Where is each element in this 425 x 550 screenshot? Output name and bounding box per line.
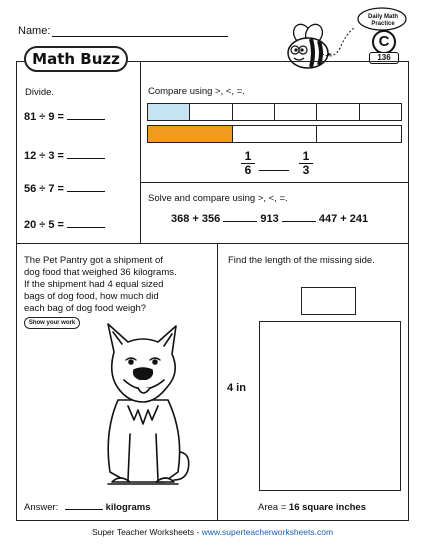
bar-segment	[233, 104, 275, 120]
fraction-denominator: 3	[302, 163, 310, 177]
name-field-line[interactable]	[52, 36, 228, 37]
bar-segment	[360, 104, 401, 120]
compare-blank-1[interactable]	[223, 221, 257, 222]
footer	[0, 527, 425, 537]
worksheet-number-badge: 136	[369, 52, 399, 64]
answer-unit: kilograms	[105, 502, 151, 513]
answer-label: Answer:	[24, 502, 59, 513]
fraction-numerator: 1	[299, 150, 313, 164]
name-label: Name:	[18, 25, 51, 37]
level-letter-badge: C	[372, 30, 396, 54]
divide-problem-text: 56 ÷ 7 =	[24, 183, 64, 195]
compare-sums-problem	[171, 213, 368, 225]
dog-illustration-icon	[88, 322, 198, 494]
area-label-row	[258, 502, 366, 514]
divider-middle	[17, 243, 408, 244]
sum-right: 447 + 241	[318, 213, 369, 225]
bar-segment	[190, 104, 232, 120]
word-problem-line: The Pet Pantry got a shipment of	[24, 255, 163, 266]
word-problem-line: If the shipment had 4 equal sized	[24, 279, 164, 290]
divider-bottom	[217, 243, 218, 520]
divide-problem-text: 81 ÷ 9 =	[24, 111, 64, 123]
sum-left: 368 + 356	[171, 213, 221, 225]
fraction-bar-sixths	[147, 103, 402, 121]
compare-blank-2[interactable]	[282, 221, 316, 222]
fraction-bar-thirds	[147, 125, 402, 143]
divide-problem-3	[24, 183, 105, 195]
divide-instruction: Divide.	[25, 87, 55, 98]
rectangle-shape	[259, 321, 401, 491]
footer-link[interactable]: www.superteacherworksheets.com	[201, 527, 334, 537]
divide-problem-1	[24, 111, 105, 123]
compare-fractions-blank[interactable]	[259, 170, 289, 171]
area-value: 16 square inches	[288, 502, 367, 513]
divider-right-middle	[140, 182, 408, 183]
word-problem-line: dog food that weighed 36 kilograms.	[24, 267, 177, 278]
answer-blank[interactable]	[67, 158, 105, 159]
answer-blank[interactable]	[65, 509, 103, 510]
page-title: Math Buzz	[24, 46, 128, 72]
word-problem-text	[24, 255, 214, 315]
word-problem-line: each bag of dog food weigh?	[24, 303, 147, 314]
bar-segment	[317, 104, 359, 120]
divide-problem-2	[24, 150, 105, 162]
footer-site-name: Super Teacher Worksheets -	[91, 527, 202, 537]
fraction-numerator: 1	[241, 150, 255, 164]
daily-math-practice-label	[362, 14, 404, 28]
compare-fractions-instruction: Compare using >, <, =.	[148, 86, 245, 97]
bar-segment	[233, 126, 318, 142]
badge-title-line2: Practice	[371, 21, 395, 27]
bar-segment	[317, 126, 401, 142]
bee-flight-trail	[320, 20, 356, 60]
fraction-one-sixth	[241, 150, 255, 177]
missing-side-instruction: Find the length of the missing side.	[228, 255, 375, 266]
answer-blank[interactable]	[67, 191, 105, 192]
bar-segment	[148, 104, 190, 120]
fraction-denominator: 6	[244, 163, 252, 177]
fraction-one-third	[299, 150, 313, 177]
bar-segment	[275, 104, 317, 120]
divide-problem-text: 20 ÷ 5 =	[24, 219, 64, 231]
divide-problem-text: 12 ÷ 3 =	[24, 150, 64, 162]
divider-left-top	[140, 62, 141, 243]
side-length-label: 4 in	[227, 382, 246, 394]
compare-sums-instruction: Solve and compare using >, <, =.	[148, 193, 288, 204]
area-label: Area =	[258, 502, 287, 513]
answer-blank[interactable]	[67, 227, 105, 228]
badge-title-line1: Daily Math	[367, 14, 398, 20]
divide-problem-4	[24, 219, 105, 231]
word-problem-line: bags of dog food, how much did	[24, 291, 159, 302]
answer-row	[24, 502, 151, 514]
missing-side-answer-box[interactable]	[301, 287, 356, 315]
answer-blank[interactable]	[67, 119, 105, 120]
show-your-work-button[interactable]: Show your work	[24, 317, 80, 329]
bar-segment	[148, 126, 233, 142]
sum-middle: 913	[260, 213, 279, 225]
